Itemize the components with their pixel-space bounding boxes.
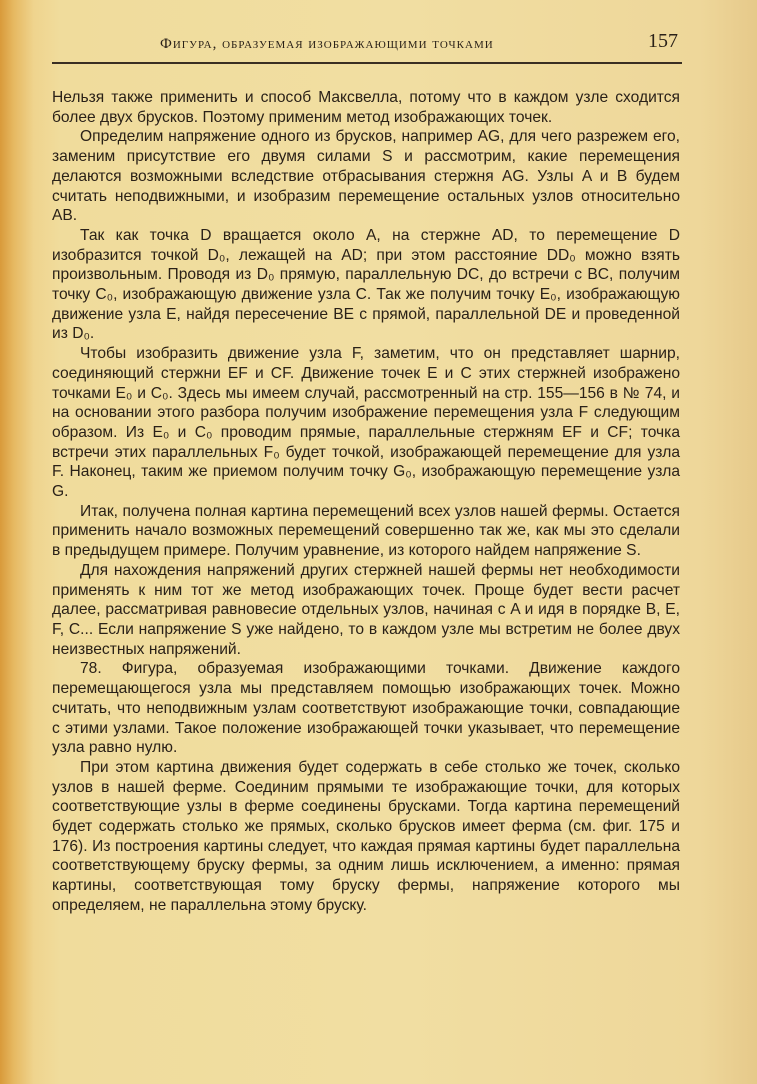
paragraph-2: Определим напряжение одного из брусков, например AG, для чего разрежем его, заменим присутствие его двумя силами S и рассмотрим, какие перемещения делаются возможными вследствие отбрасывания стержня AG. Узлы A и B будем считать неподвижными, и изобразим перемещение остальных узлов относительно AB. <box>52 128 680 225</box>
paragraph-1: Нельзя также применить и способ Максвелла, потому что в каждом узле сходится более двух брусков. Поэтому применим метод изображающих точек. <box>52 89 680 126</box>
page-number: 157 <box>648 30 678 52</box>
paragraph-section-78: 78. Фигура, образуемая изображающими точками. Движение каждого перемещающегося узла мы представляем помощью изображающих точек. Можно считать, что неподвижным узлам соответствуют изображающие точки, совпадающие с этими узлами. Такое положение изображающей точки указывает, что перемещение узла равно нулю. <box>52 660 680 757</box>
page-header <box>52 28 682 64</box>
paragraph-6: Для нахождения напряжений других стержней нашей фермы нет необходимости применять к ним тот же метод изображающих точек. Проще будет вести расчет далее, рассматривая равновесие отдельных узлов, начиная с A и идя в порядке B, E, F, C... Если напряжение S уже найдено, то в каждом узле мы встретим не более двух неизвестных напряжений. <box>52 561 680 658</box>
paragraph-4: Чтобы изобразить движение узла F, заметим, что он представляет шарнир, соединяющий стержни EF и CF. Движение точек E и C этих стержней изображено точками E₀ и C₀. Здесь мы имеем случай, рассмотренный на стр. 155—156 в № 74, и на основании этого разбора получим изображение перемещения узла F следующим образом. Из E₀ и C₀ проводим прямые, параллельные стержням EF и CF; точка встречи этих параллельных F₀ будет точкой, изображающей перемещение для узла F. Наконец, таким же приемом получим точку G₀, изображающую перемещение узла G. <box>52 345 680 501</box>
body-text <box>52 88 680 916</box>
paragraph-8: При этом картина движения будет содержать в себе столько же точек, сколько узлов в нашей ферме. Соединим прямыми те изображающие точки, для которых соответствующие узлы в ферме соединены брусками. Тогда картина перемещений будет содержать столько же прямых, сколько брусков имеет ферма (см. фиг. 175 и 176). Из построения картины следует, что каждая прямая картины будет параллельна соответствующему бруску фермы, за одним лишь исключением, а именно: прямая картины, соответствующая тому бруску фермы, напряжение которого мы определяем, не параллельна этому бруску. <box>52 758 680 914</box>
running-title: Фигура, образуемая изображающими точками <box>160 36 494 52</box>
paragraph-3: Так как точка D вращается около A, на стержне AD, то перемещение D изобразится точкой D₀, лежащей на AD; при этом расстояние DD₀ можно взять произвольным. Проводя из D₀ прямую, параллельную DC, до встречи с BC, получим точку C₀, изображающую движение узла C. Так же получим точку E₀, изображающую движение узла E, найдя пересечение BE с прямой, параллельной DE и проведенной из D₀. <box>52 226 680 343</box>
paragraph-5: Итак, получена полная картина перемещений всех узлов нашей фермы. Остается применить начало возможных перемещений совершенно так же, как мы это сделали в предыдущем примере. Получим уравнение, из которого найдем напряжение S. <box>52 502 680 560</box>
